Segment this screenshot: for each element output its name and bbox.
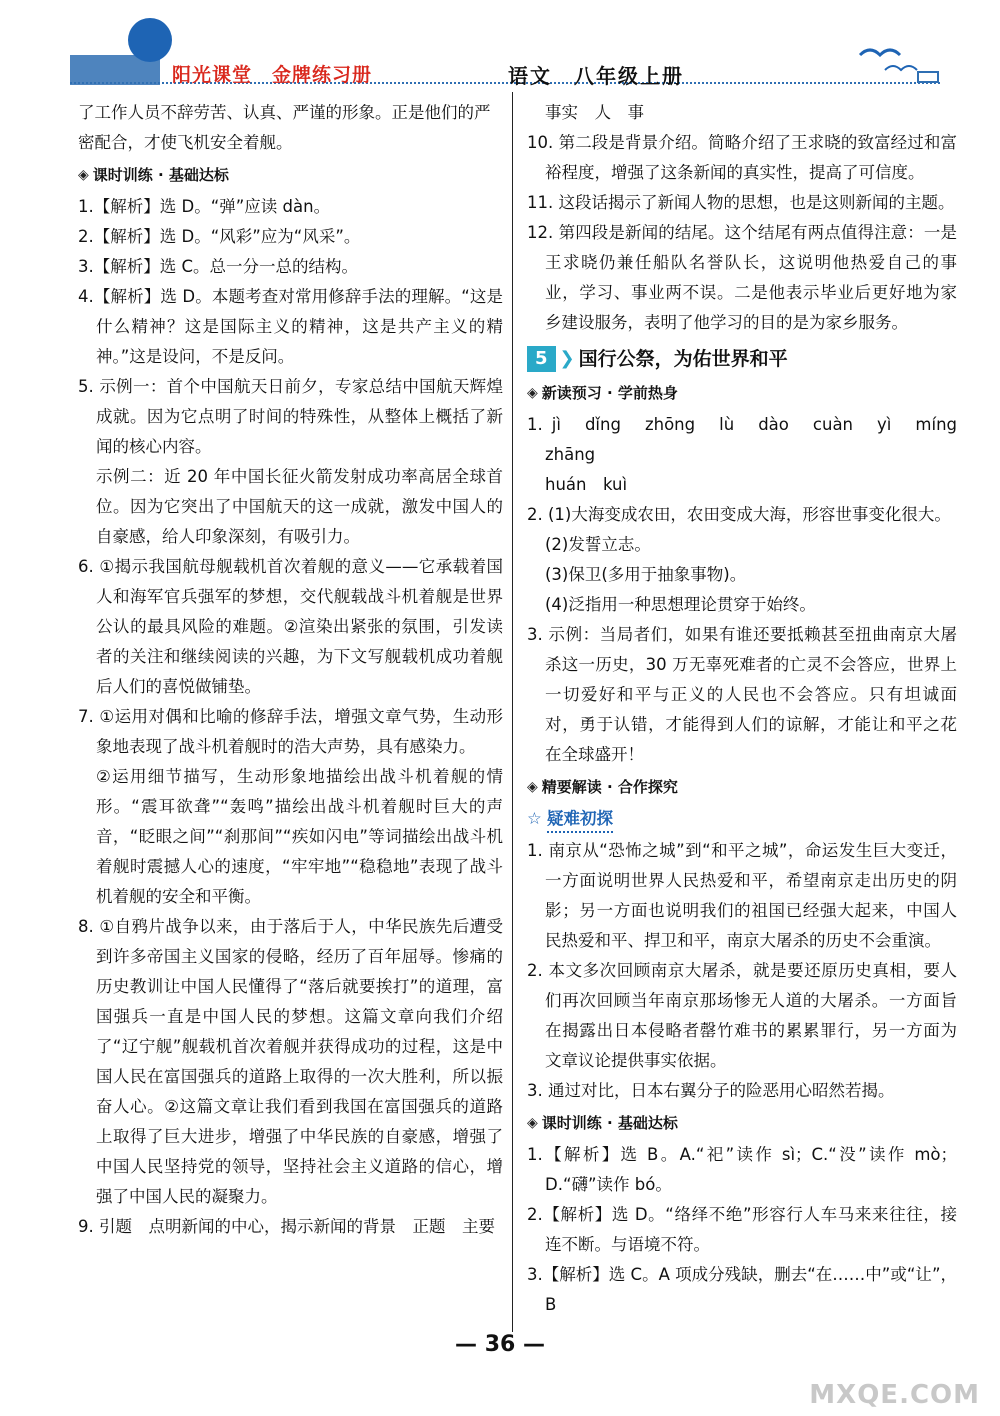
yinan-label: 疑难初探 (547, 807, 613, 833)
diamond-icon: ◈ (527, 385, 538, 401)
section-heading (527, 1108, 957, 1138)
lesson-number: 5 (527, 346, 556, 372)
explore-3: 3. 通过对比，日本右翼分子的险恶用心昭然若揭。 (527, 1081, 895, 1100)
column-divider (512, 92, 513, 1332)
explore-2: 2. 本文多次回顾南京大屠杀，就是要还原历史真相，要人们再次回顾当年南京那场惨无人道的大屠杀。一方面旨在揭露出日本侵略者罄竹难书的累累罪行，另一方面为文章议论提供事实依据。 (527, 961, 957, 1070)
pinyin-answer-1b: huán kuì (545, 475, 628, 494)
drill-2: 2.【解析】选 D。“络绎不绝”形容行人车马来来往往，接连不断。与语境不符。 (527, 1205, 957, 1254)
answer-4: 4.【解析】选 D。本题考查对常用修辞手法的理解。“这是什么精神？这是国际主义的精神，这是共产主义的精神。”这是设问，不是反问。 (78, 287, 503, 366)
answer-9: 9. 引题 点明新闻的中心，揭示新闻的背景 正题 主要 (78, 1217, 495, 1236)
brand-series: 阳光课堂 (172, 64, 253, 86)
answer-2-1: 2. (1)大海变成农田，农田变成大海，形容世事变化很大。 (527, 505, 951, 524)
yinan-heading (527, 804, 957, 834)
answer-2: 2.【解析】选 D。“风彩”应为“风采”。 (78, 227, 361, 246)
answer-5a: 5. 示例一：首个中国航天日前夕，专家总结中国航天辉煌成就。因为它点明了时间的特殊性，从整体上概括了新闻的核心内容。 (78, 377, 503, 456)
header-decoration-icon (0, 0, 1000, 100)
answer-2-2: (2)发誓立志。 (545, 535, 651, 554)
answer-7b: ②运用细节描写，生动形象地描绘出战斗机着舰的情形。“震耳欲聋”“轰鸣”描绘出战斗机着舰时巨大的声音，“眨眼之间”“刹那间”“疾如闪电”等词描绘出战斗机着舰时震撼人心的速度，“牢牢地”“稳稳地”表现了战斗机着舰的安全和平衡。 (96, 767, 503, 906)
answer-5b: 示例二：近 20 年中国长征火箭发射成功率高居全球首位。因为它突出了中国航天的这一成就，激发中国人的自豪感，给人印象深刻，有吸引力。 (96, 467, 503, 546)
answer-2-3: (3)保卫(多用于抽象事物)。 (545, 565, 747, 584)
answer-7a: 7. ①运用对偶和比喻的修辞手法，增强文章气势，生动形象地表现了战斗机着舰时的浩大声势，具有感染力。 (78, 707, 503, 756)
watermark-logo: MXQE.COM (809, 1380, 980, 1410)
drill-1: 1.【解析】选 B。A.“祀”读作 sì；C.“没”读作 mò；D.“礴”读作 bó。 (527, 1145, 957, 1194)
section-label: 新读预习 · 学前热身 (541, 384, 678, 402)
answer-3-example: 3. 示例：当局者们，如果有谁还要抵赖甚至扭曲南京大屠杀这一历史，30 万无辜死难者的亡灵不会答应，世界上一切爱好和平与正义的人民也不会答应。只有坦诚面对，勇于认错，才能得到人们的谅解，才能让和平之花在全球盛开！ (527, 625, 957, 764)
diamond-icon: ◈ (527, 779, 538, 795)
subject-title: 语文 八年级上册 (508, 64, 684, 88)
brand-title (172, 60, 372, 87)
diamond-icon: ◈ (78, 167, 89, 183)
explore-1: 1. 南京从“恐怖之城”到“和平之城”，命运发生巨大变迁，一方面说明世界人民热爱和平，希望南京走出历史的阴影；另一方面也说明我们的祖国已经强大起来，中国人民热爱和平、捍卫和平，南京大屠杀的历史不会重演。 (527, 841, 957, 950)
section-heading (78, 160, 503, 190)
chevron-right-icon: ❯ (559, 348, 575, 369)
intro-line-1: 了工作人员不辞劳苦、认真、严谨的形象。正是他们的严 (78, 103, 491, 122)
section-label: 课时训练 · 基础达标 (92, 166, 229, 184)
brand-book: 金牌练习册 (272, 64, 373, 86)
right-column (527, 98, 974, 1320)
intro-line-2: 密配合，才使飞机安全着舰。 (78, 133, 293, 152)
answer-3: 3.【解析】选 C。总一分一总的结构。 (78, 257, 359, 276)
section-heading (527, 772, 957, 802)
star-icon: ☆ (527, 809, 542, 828)
page-header (0, 0, 1000, 100)
diamond-icon: ◈ (527, 1115, 538, 1131)
section-heading (527, 378, 957, 408)
lesson-title: 国行公祭，为佑世界和平 (578, 348, 788, 370)
answer-8: 8. ①自鸦片战争以来，由于落后于人，中华民族先后遭受到许多帝国主义国家的侵略，经历了百年屈辱。惨痛的历史教训让中国人民懂得了“落后就要挨打”的道理，富国强兵一直是中国人民的梦想。这篇文章向我们介绍了“辽宁舰”舰载机首次着舰并获得成功的过程，这是中国人民在富国强兵的道路上取得的一次大胜利，所以振奋人心。②这篇文章让我们看到我国在富国强兵的道路上取得了巨大进步，增强了中华民族的自豪感，增强了中国人民坚持党的领导，坚持社会主义道路的信心，增强了中国人民的凝聚力。 (78, 917, 503, 1206)
left-column (78, 98, 503, 1242)
lesson-heading (527, 344, 957, 374)
section-label: 精要解读 · 合作探究 (541, 778, 678, 796)
answer-12: 12. 第四段是新闻的结尾。这个结尾有两点值得注意：一是王求晓仍兼任船队名誉队长，这说明他热爱自己的事业，学习、事业两不误。二是他表示毕业后更好地为家乡建设服务，表明了他学习的目的是为家乡服务。 (527, 223, 957, 332)
answer-11: 11. 这段话揭示了新闻人物的思想，也是这则新闻的主题。 (527, 193, 955, 212)
section-label: 课时训练 · 基础达标 (541, 1114, 678, 1132)
answer-6: 6. ①揭示我国航母舰载机首次着舰的意义——它承载着国人和海军官兵强军的梦想，交代舰载战斗机着舰是世界公认的最具风险的难题。②渲染出紧张的氛围，引发读者的关注和继续阅读的兴趣，为下文写舰载机成功着舰后人们的喜悦做铺垫。 (78, 557, 503, 696)
answer-9-continued: 事实 人 事 (545, 103, 644, 122)
pinyin-answer-1: 1. jì dǐng zhōng lù dào cuàn yì míng zhāng (527, 415, 974, 464)
answer-2-4: (4)泛指用一种思想理论贯穿于始终。 (545, 595, 816, 614)
page-number: — 36 — (455, 1332, 545, 1357)
answer-1: 1.【解析】选 D。“弹”应读 dàn。 (78, 197, 331, 216)
answer-10: 10. 第二段是背景介绍。简略介绍了王求晓的致富经过和富裕程度，增强了这条新闻的真实性，提高了可信度。 (527, 133, 957, 182)
drill-3: 3.【解析】选 C。A 项成分残缺，删去“在……中”或“让”，B (527, 1265, 957, 1314)
